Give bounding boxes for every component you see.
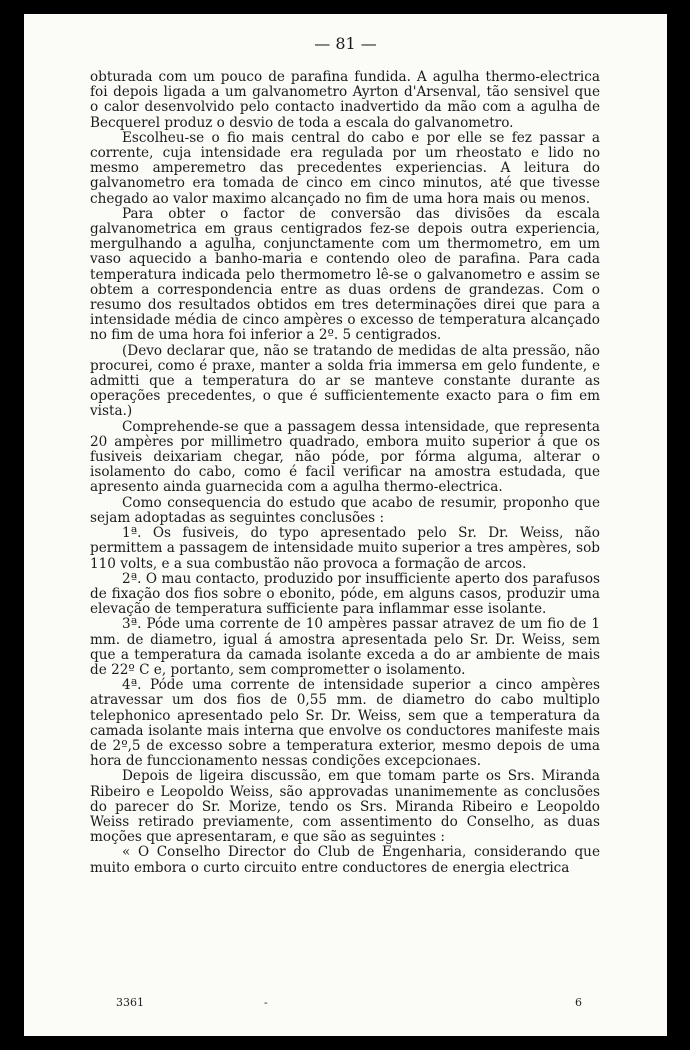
paragraph: Escolheu-se o fio mais central do cabo e por elle se fez passar a corrente, cuja intensidade era regulada por um rheostato e lido no mesmo amperemetro das precedentes experiencias. A leitura do galvanometro era tomada de cinco em cinco minutos, até que tivesse chegado ao valor maximo alcançado no fim de uma hora mais ou menos. bbox=[90, 129, 600, 207]
conclusion-4: 4ª. Póde uma corrente de intensidade superior a cinco ampères atravessar um dos fios de 0,55 mm. de diametro do cabo multiplo telephonico apresentado pelo Sr. Dr. Weiss, sem que a temperatura da camada isolante mais interna que envolve os conductores manifeste mais de 2º,5 de excesso sobre a temperatura exterior, mesmo depois de uma hora de funccionamento nessas condições excepcionaes. bbox=[90, 677, 600, 770]
document-page bbox=[24, 14, 667, 1036]
paragraph: (Devo declarar que, não se tratando de medidas de alta pressão, não procurei, como é praxe, manter a solda fria immersa em gelo fundente, e admitti que a temperatura do ar se manteve constante durante as operações precedentes, o que é sufficientemente exacto para o fim em vista.) bbox=[90, 342, 600, 420]
page-number: — 81 — bbox=[314, 34, 377, 53]
paragraph: Depois de ligeira discussão, em que tomam parte os Srs. Miranda Ribeiro e Leopoldo Weiss, são approvadas unanimemente as conclusões do parecer do Sr. Morize, tendo os Srs. Miranda Ribeiro e Leopoldo Weiss retirado previamente, com assentimento do Conselho, as duas moções que apresentaram, e que são as seguintes : bbox=[90, 768, 600, 846]
body-text bbox=[90, 70, 600, 876]
paragraph: Como consequencia do estudo que acabo de resumir, proponho que sejam adoptadas as seguintes conclusões : bbox=[90, 494, 600, 526]
paragraph: « O Conselho Director do Club de Engenharia, considerando que muito embora o curto circuito entre conductores de energia electrica bbox=[90, 844, 600, 876]
footer-mark: - bbox=[264, 996, 268, 1009]
conclusion-3: 3ª. Póde uma corrente de 10 ampères passar atravez de um fio de 1 mm. de diametro, igual á amostra apresentada pelo Sr. Dr. Weiss, sem que a temperatura da camada isolante exceda a do ar ambiente de mais de 22º C e, portanto, sem comprometter o isolamento. bbox=[90, 616, 600, 678]
conclusion-2: 2ª. O mau contacto, produzido por insufficiente aperto dos parafusos de fixação dos fios sobre o ebonito, póde, em alguns casos, produzir uma elevação de temperatura sufficiente para inflammar esse isolante. bbox=[90, 570, 600, 618]
paragraph: Para obter o factor de conversão das divisões da escala galvanometrica em graus centigrados fez-se depois outra experiencia, mergulhando a agulha, conjunctamente com um thermometro, em um vaso aquecido a banho-maria e contendo oleo de parafina. Para cada temperatura indicada pelo thermometro lê-se o galvanometro e assim se obtem a correspondencia entre as duas ordens de grandezas. Com o resumo dos resultados obtidos em tres determinações direi que para a intensidade média de cinco ampères o excesso de temperatura alcançado no fim de uma hora foi inferior a 2º. 5 centigrados. bbox=[90, 205, 600, 344]
paragraph: Comprehende-se que a passagem dessa intensidade, que representa 20 ampères por millimetro quadrado, embora muito superior á que os fusiveis deixariam chegar, não póde, por fórma alguma, alterar o isolamento do cabo, como é facil verificar na amostra estudada, que apresento ainda guarnecida com a agulha thermo-electrica. bbox=[90, 418, 600, 496]
footer-print-number: 3361 bbox=[116, 996, 144, 1009]
conclusion-1: 1ª. Os fusiveis, do typo apresentado pelo Sr. Dr. Weiss, não permittem a passagem de intensidade muito superior a tres ampères, sob 110 volts, e a sua combustão não provoca a formação de arcos. bbox=[90, 525, 600, 572]
footer-signature-number: 6 bbox=[575, 996, 582, 1009]
paragraph: obturada com um pouco de parafina fundida. A agulha thermo-electrica foi depois ligada a um galvanometro Ayrton d'Arsenval, tão sensivel que o calor desenvolvido pelo contacto inadvertido da mão com a agulha de Becquerel produz o desvio de toda a escala do galvanometro. bbox=[90, 69, 600, 131]
